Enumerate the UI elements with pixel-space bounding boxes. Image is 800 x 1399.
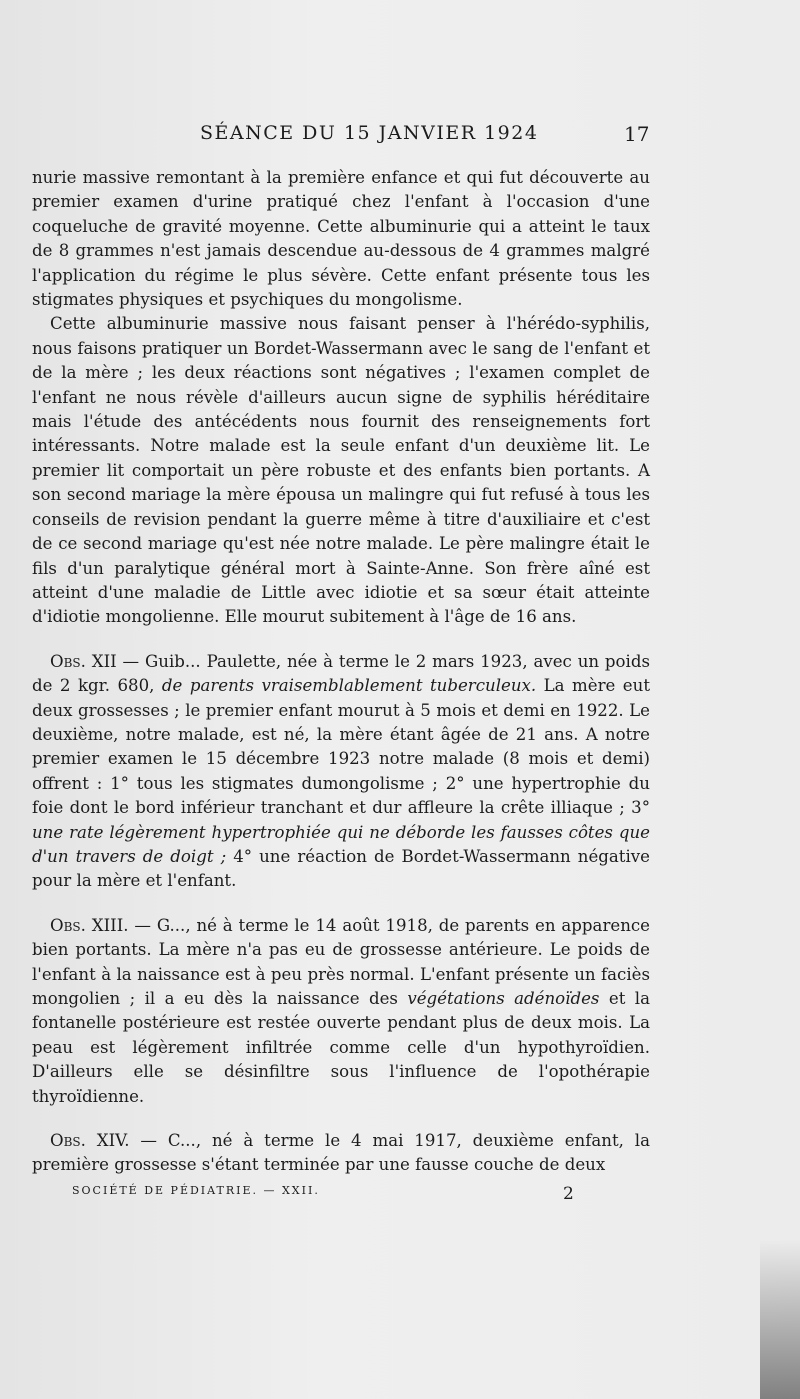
- paragraph-2: Cette albuminurie massive nous faisant penser à l'hérédo-syphilis, nous faisons pratiquer un Bordet-Wassermann avec le sang de l'enfant et de la mère ; les deux réactions sont négatives ; l'examen complet de l'enfant ne nous révèle d'ailleurs aucun signe de syphilis héréditaire mais l'étude des antécédents nous fournit des renseignements fort intéressants. Notre malade est la seule enfant d'un deuxième lit. Le premier lit comportait un père robuste et des enfants bien portants. A son second mariage la mère épousa un malingre qui fut refusé à tous les conseils de revision pendant la guerre même à titre d'auxiliaire et c'est de ce second mariage qu'est née notre malade. Le père malingre était le fils d'un paralytique général mort à Sainte-Anne. Son frère aîné est atteint d'une maladie de Little avec idiotie et sa sœur était atteinte d'idiotie mongolienne. Elle mourut subitement à l'âge de 16 ans.: [32, 314, 650, 627]
- observation-13: [32, 914, 650, 1109]
- observation-italic: une rate légèrement hypertrophiée qui ne déborde les fausses côtes que d'un travers de doigt ;: [32, 822, 650, 866]
- observation-text: La mère eut deux grossesses ; le premier enfant mourut à 5 mois et demi en 1922. Le deuxième, notre malade, est né, la mère étant âgée de 21 ans. A notre premier examen le 15 décembre 1923 notre malade (8 mois et demi) offrent : 1° tous les stigmates dumongolisme ; 2° une hypertrophie du foie dont le bord inférieur tranchant et dur affleure la crête illiaque ; 3°: [32, 676, 650, 818]
- signature-mark: 2: [563, 1184, 574, 1204]
- running-header: [0, 122, 800, 154]
- observation-label: Obs. XII: [50, 651, 117, 671]
- page-footer: [0, 1184, 800, 1206]
- footer-journal: SOCIÉTÉ DE PÉDIATRIE. — XXII.: [72, 1184, 320, 1197]
- body-text: [32, 166, 650, 1178]
- observation-text: — C..., né à terme le 4 mai 1917, deuxième enfant, la première grossesse s'étant terminée par une fausse couche de deux: [32, 1131, 650, 1175]
- observation-italic: de parents vraisemblablement tuberculeux.: [161, 676, 537, 696]
- observation-14: [32, 1129, 650, 1178]
- observation-italic: végétations adénoïdes: [407, 989, 600, 1008]
- page-number: 17: [624, 122, 650, 146]
- observation-text: et la fontanelle postérieure est restée ouverte pendant plus de deux mois. La peau est légèrement infiltrée comme celle d'un hypothyroïdien. D'ailleurs elle se désinfiltre sous l'influence de l'opothérapie thyroïdienne.: [32, 989, 650, 1106]
- observation-label: Obs. XIII.: [50, 915, 129, 935]
- observation-label: Obs. XIV.: [50, 1131, 130, 1151]
- observation-text: — Guib... Paulette, née à terme le 2 mars 1923, avec un poids de 2 kgr. 680,: [32, 651, 650, 696]
- observation-12: [32, 650, 650, 894]
- scan-shadow: [760, 1239, 800, 1399]
- paragraph-1: nurie massive remontant à la première enfance et qui fut découverte au premier examen d'urine pratiqué chez l'enfant à l'occasion d'une coqueluche de gravité moyenne. Cette albuminurie qui a atteint le taux de 8 grammes n'est jamais descendue au-dessous de 4 grammes malgré l'application du régime le plus sévère. Cette enfant présente tous les stigmates physiques et psychiques du mongolisme.: [32, 168, 650, 310]
- observation-text: — G..., né à terme le 14 août 1918, de parents en apparence bien portants. La mère n'a pas eu de grossesse antérieure. Le poids de l'enfant à la naissance est à peu près normal. L'enfant présente un faciès mongolien ; il a eu dès la naissance des: [32, 915, 650, 1008]
- header-title: SÉANCE DU 15 JANVIER 1924: [200, 122, 539, 144]
- observation-text: 4° une réaction de Bordet-Wassermann négative pour la mère et l'enfant.: [32, 846, 650, 891]
